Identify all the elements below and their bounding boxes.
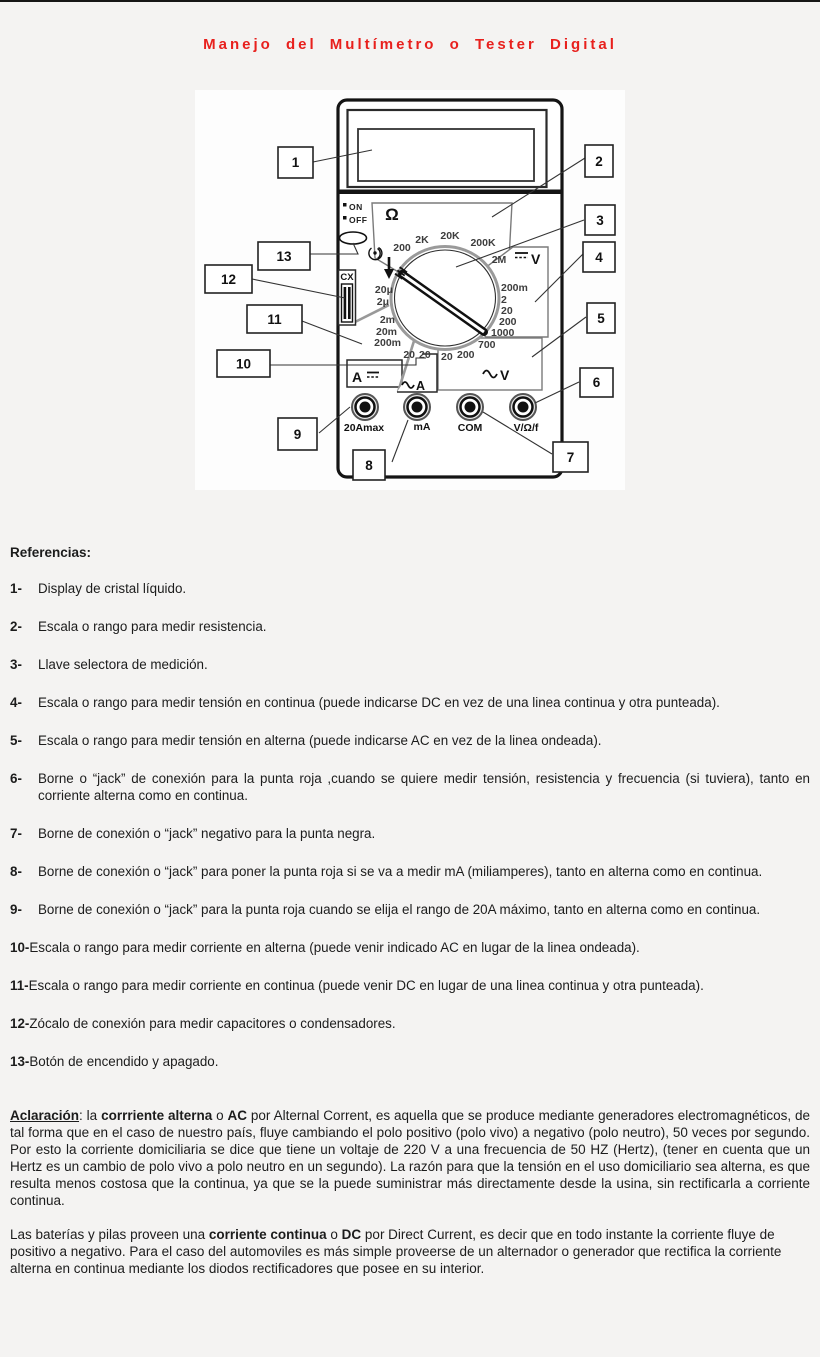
reference-item-5 [10, 732, 810, 749]
paragraph-segment: o [326, 1227, 342, 1242]
dial-scale-value: 20 [403, 349, 415, 361]
callout-2 [585, 145, 613, 177]
reference-number: 5- [10, 733, 22, 748]
reference-number: 13- [10, 1054, 30, 1069]
reference-number: 4- [10, 695, 22, 710]
leader-line-12 [252, 279, 345, 298]
reference-text: Borne de conexión o “jack” negativo para la punta negra. [38, 826, 376, 841]
callout-11 [247, 305, 302, 333]
paragraph-segment: Las baterías y pilas proveen una [10, 1227, 209, 1242]
dial-scale-value: 20 [441, 351, 453, 363]
reference-text: Borne de conexión o “jack” para poner la punta roja si se va a medir mA (miliamperes), tanto en alterna como en continua. [38, 864, 763, 879]
svg-text:11: 11 [267, 312, 282, 327]
svg-text:5: 5 [597, 311, 605, 326]
svg-text:3: 3 [596, 213, 604, 228]
svg-text:13: 13 [276, 249, 292, 264]
on-marker [343, 203, 347, 207]
callout-9 [278, 418, 317, 450]
callout-6 [580, 368, 613, 397]
svg-text:4: 4 [595, 250, 603, 265]
references-list [10, 580, 810, 1070]
reference-number: 2- [10, 619, 22, 634]
svg-text:12: 12 [220, 272, 237, 287]
paragraph-2 [10, 1226, 810, 1277]
off-marker [343, 216, 347, 220]
reference-text: Escala o rango para medir resistencia. [38, 619, 267, 634]
paragraph-segment: AC [227, 1108, 248, 1123]
callout-7 [553, 442, 588, 472]
reference-item-8 [10, 863, 810, 880]
reference-number: 9- [10, 902, 22, 917]
reference-number: 12- [10, 1016, 30, 1031]
callout-5 [587, 303, 615, 333]
reference-item-1 [10, 580, 810, 597]
body-paragraphs [10, 1107, 810, 1277]
svg-text:10: 10 [235, 356, 252, 372]
jack-label-com: COM [457, 422, 483, 434]
svg-text:1: 1 [291, 155, 300, 170]
paragraph-segment: corrriente alterna [101, 1108, 213, 1123]
reference-item-2 [10, 618, 810, 635]
paragraph-segment: : la [79, 1108, 102, 1123]
reference-text: Borne de conexión o “jack” para la punta roja cuando se elija el rango de 20A máximo, tanto en alterna como en continua. [38, 902, 761, 917]
callout-8 [353, 450, 385, 480]
reference-item-10 [10, 939, 810, 956]
ac-current-scale [419, 349, 431, 361]
dial-scale-value: 2K [415, 234, 429, 246]
svg-text:V: V [531, 251, 541, 267]
jack-label-ma: mA [413, 421, 431, 433]
callout-4 [583, 242, 615, 272]
paragraph-segment: o [212, 1108, 228, 1123]
dial-scale-value: 20m [375, 326, 397, 338]
jack-label-20amax: 20Amax [343, 422, 385, 434]
dial-scale-value: 1000 [491, 327, 515, 339]
dial-scale-value: 20K [440, 230, 460, 242]
reference-text: Escala o rango para medir corriente en alterna (puede venir indicado AC en lugar de la linea ondeada). [29, 940, 640, 955]
reference-item-13 [10, 1053, 810, 1070]
reference-number: 10- [10, 940, 30, 955]
document-page [0, 36, 820, 1318]
svg-text:A: A [416, 379, 426, 393]
reference-number: 3- [10, 657, 22, 672]
page-title: Manejo del Multímetro o Tester Digital [203, 36, 617, 53]
off-label: OFF [349, 215, 368, 225]
jack-voltage [510, 394, 539, 434]
reference-text: Escala o rango para medir tensión en continua (puede indicarse DC en vez de una linea continua y otra punteada). [38, 695, 720, 710]
reference-number: 6- [10, 771, 22, 786]
callout-12 [205, 265, 252, 293]
rotary-dial [391, 247, 499, 350]
reference-text: Llave selectora de medición. [38, 657, 208, 672]
reference-text: Display de cristal líquido. [38, 581, 187, 596]
dial-scale-value: 2μ [376, 296, 389, 308]
reference-text: Escala o rango para medir corriente en continua (puede venir DC en lugar de una linea continua y otra punteada). [28, 978, 704, 993]
jack-label-voltage: V/Ω/f [513, 422, 539, 434]
callout-1 [278, 147, 313, 178]
reference-text: Zócalo de conexión para medir capacitores o condensadores. [29, 1016, 396, 1031]
dial-scale-value: 200 [393, 242, 411, 254]
dial-scale-value: 700 [478, 339, 496, 351]
reference-item-9 [10, 901, 810, 918]
dial-scale-value: 20 [419, 349, 431, 361]
svg-text:V: V [500, 367, 510, 383]
reference-number: 1- [10, 581, 22, 596]
paragraph-segment: DC [341, 1227, 362, 1242]
dial-scale-value: 200 [499, 316, 517, 328]
callout-13 [258, 242, 310, 270]
reference-item-6 [10, 770, 810, 804]
dial-scale-value: 20μ [374, 284, 393, 296]
reference-number: 7- [10, 826, 22, 841]
dial-scale-value: 200m [501, 282, 528, 294]
reference-number: 11- [10, 978, 29, 993]
reference-number: 8- [10, 864, 22, 879]
capacitor-socket-label: CX [340, 272, 354, 283]
callout-10 [217, 350, 270, 377]
multimeter-figure [195, 90, 625, 490]
dial-scale-value: 2 [501, 294, 507, 306]
reference-text: Escala o rango para medir tensión en alterna (puede indicarse AC en vez de la linea ondeada). [38, 733, 602, 748]
reference-text: Botón de encendido y apagado. [29, 1054, 219, 1069]
resistance-symbol: Ω [385, 205, 399, 224]
reference-item-4 [10, 694, 810, 711]
dial-scale-value: 20 [501, 305, 513, 317]
multimeter-diagram [195, 90, 625, 490]
svg-text:6: 6 [592, 375, 601, 390]
svg-text:9: 9 [293, 427, 302, 442]
paragraph-segment: Aclaración [10, 1108, 80, 1123]
paragraph-segment: corriente continua [208, 1227, 327, 1242]
power-button [340, 232, 367, 244]
reference-item-11 [10, 977, 810, 994]
dial-scale-value: 2m [379, 314, 395, 326]
paragraph-segment: por Alternal Corrent, es aquella que se produce mediante generadores electromagnéticos, de tal forma que en el caso de nuestro país, fluye cambiando el polo positivo (polo vivo) a negativo (polo neutro), 50 veces por segundo. Por esto la corriente domiciliaria se dice que tiene un voltaje de 220 V a una frecuencia de 50 HZ (Hertz), (tener en cuenta que un Hertz es un cambio de polo vivo a polo neutro en un segundo). La razón para que la tensión en el uso domiciliario sea alterna, es que resulta menos costosa que la continua, ya que se la puede suministrar más directamente desde la usina, sin rectificarla a corriente continua. [10, 1108, 810, 1208]
reference-text: Borne o “jack” de conexión para la punta roja ,cuando se quiere medir tensión, resistencia y frecuencia (si tuviera), tanto en corriente alterna como en continua. [38, 771, 810, 803]
references-heading: Referencias: [10, 545, 92, 560]
callout-3 [585, 205, 615, 235]
dial-scale-value: 2M [491, 254, 507, 266]
reference-item-3 [10, 656, 810, 673]
dial-scale-value: 200m [374, 337, 401, 349]
paragraph-1 [10, 1107, 810, 1209]
dial-scale-value: 200 [457, 349, 475, 361]
paragraph-segment: por Direct Current, es decir que en todo instante la corriente fluye de positivo a negativo. Para el caso del automoviles es más simple proveerse de un alternador o generador que rectifica la corriente alterna en continua mediante los diodos rectificadores que posee en su interior. [10, 1227, 782, 1276]
on-label: ON [349, 202, 363, 212]
svg-text:2: 2 [595, 154, 603, 169]
svg-text:A: A [352, 369, 363, 385]
svg-text:7: 7 [566, 450, 575, 465]
svg-text:8: 8 [365, 458, 373, 473]
jack-com [457, 394, 483, 434]
reference-item-12 [10, 1015, 810, 1032]
reference-item-7 [10, 825, 810, 842]
dial-scale-value: 200K [470, 237, 496, 249]
